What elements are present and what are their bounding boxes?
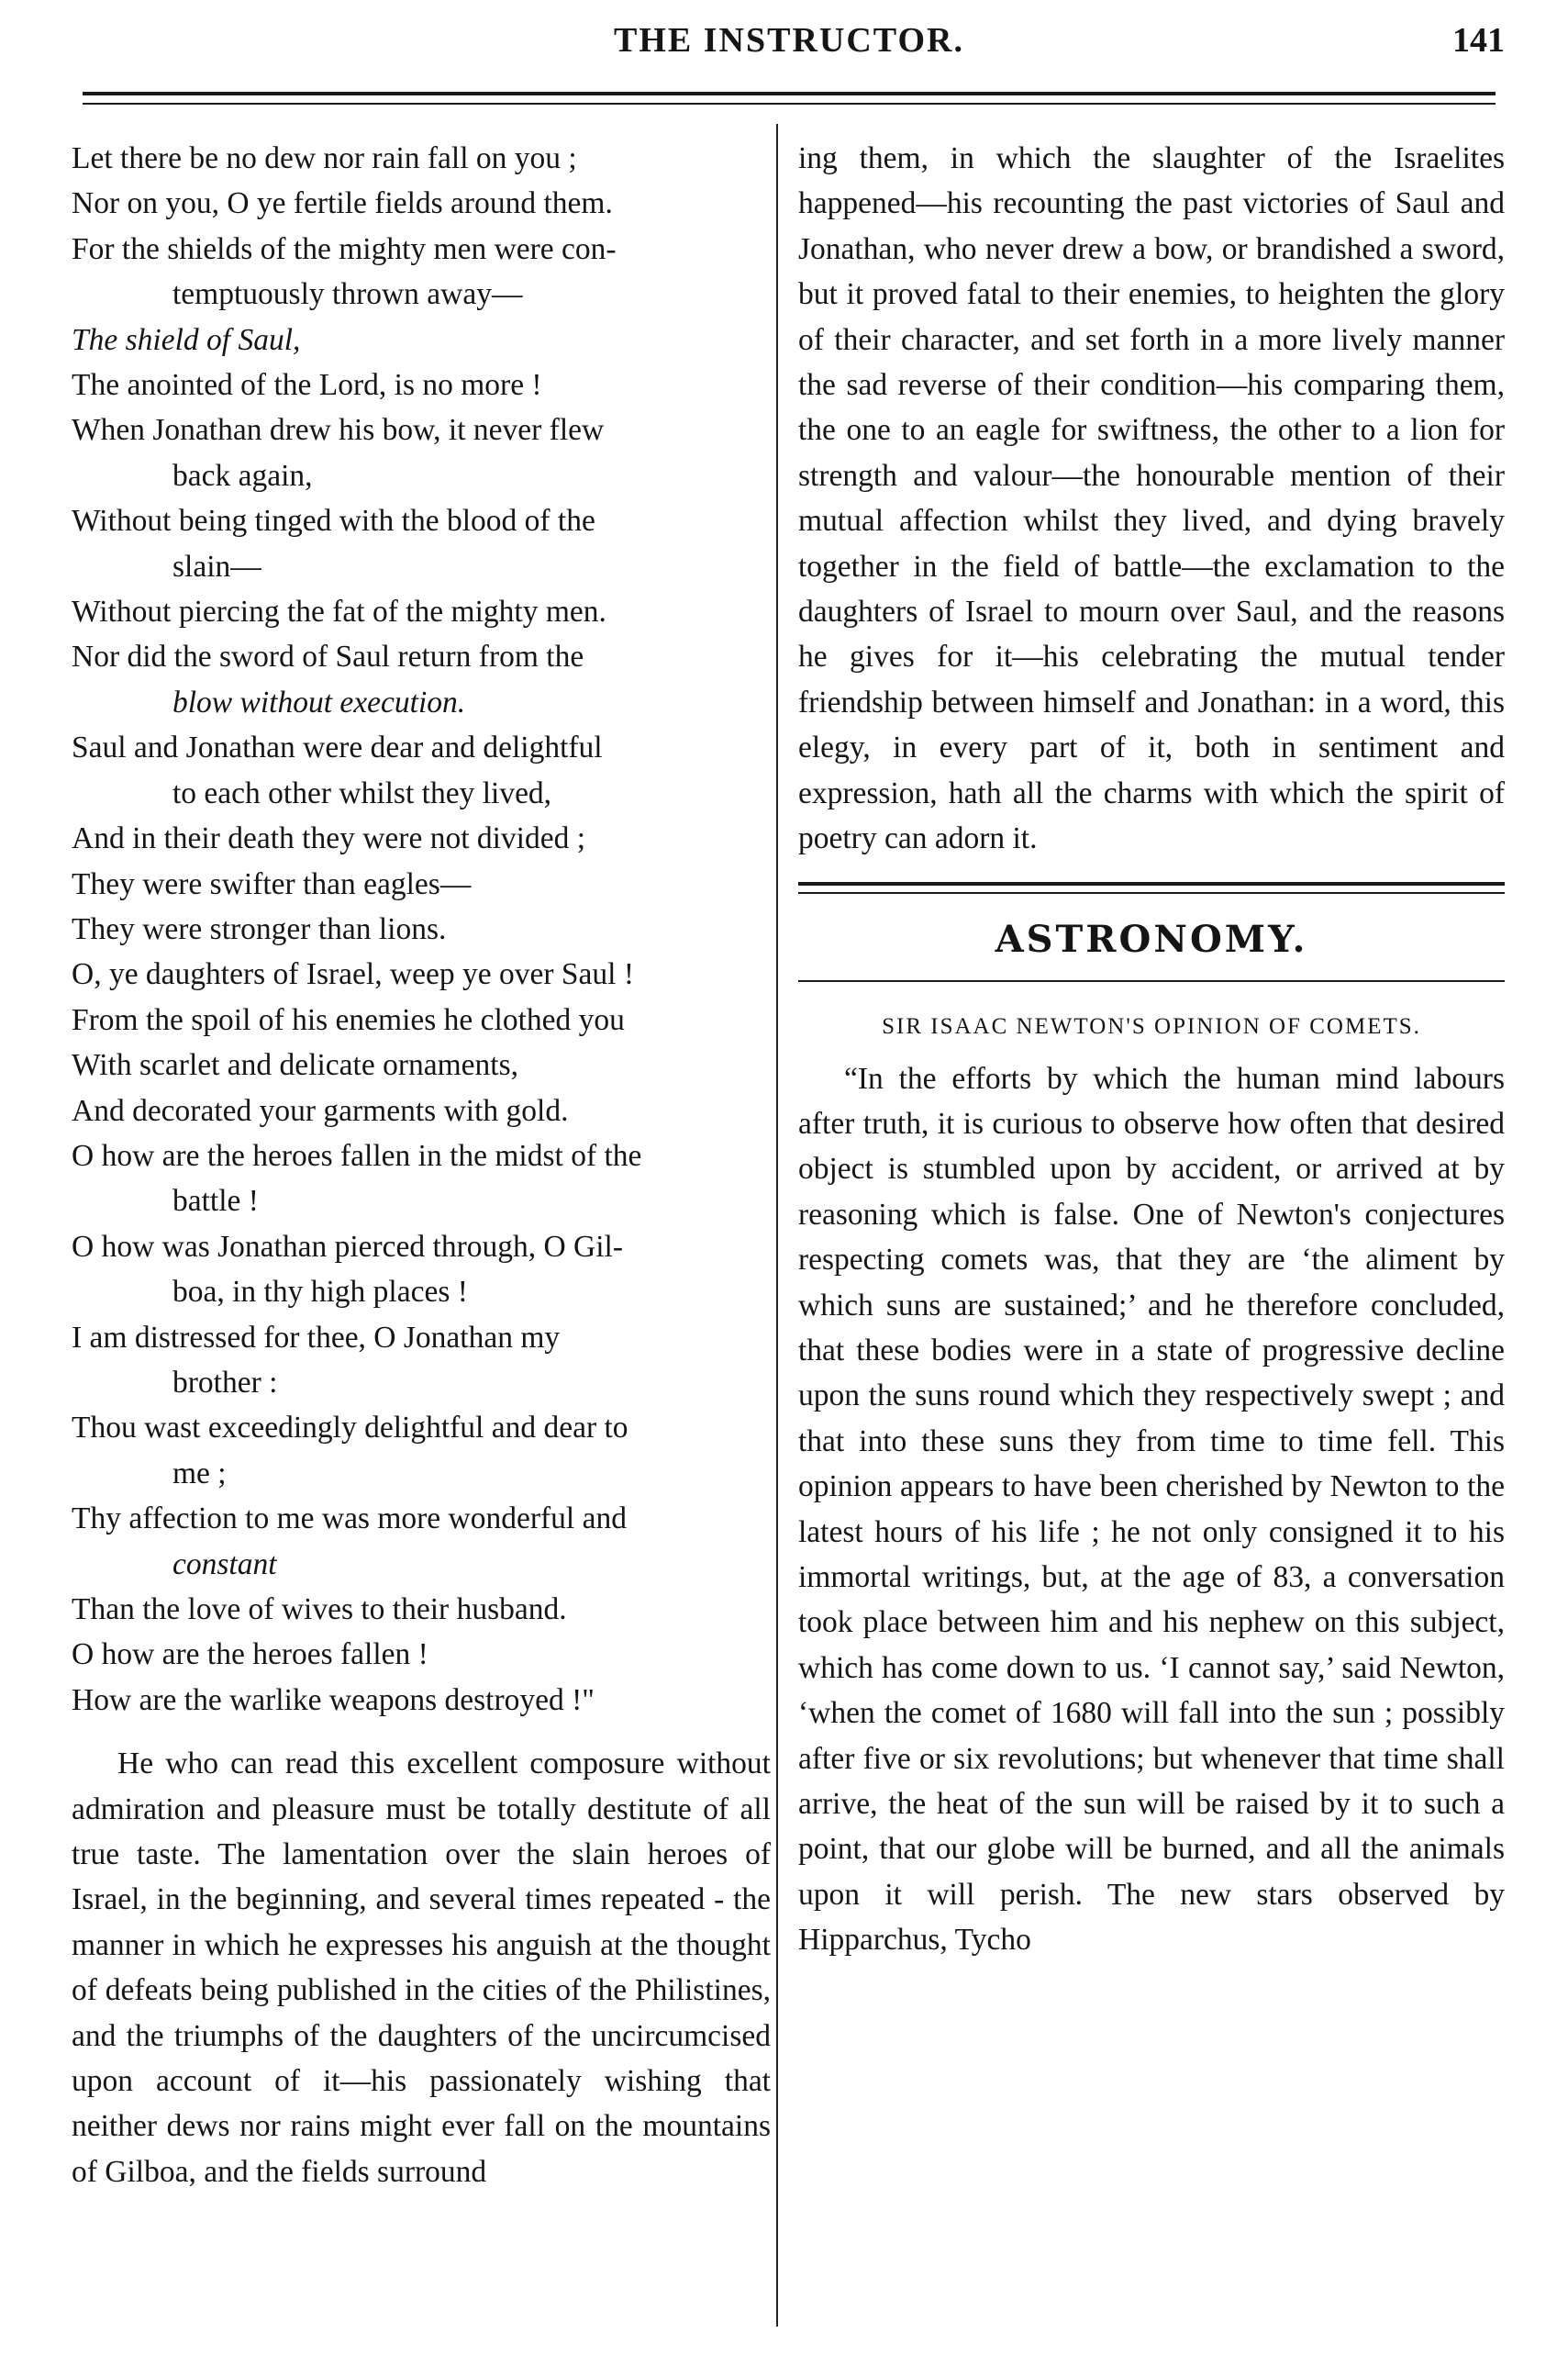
verse-line: How are the warlike weapons destroyed !" xyxy=(72,1682,595,1717)
section-rule-thick xyxy=(798,882,1505,886)
poem xyxy=(72,136,771,1723)
running-title: THE INSTRUCTOR. xyxy=(614,21,964,60)
verse-line: to each other whilst they lived, xyxy=(172,776,552,810)
commentary-continuation: ing them, in which the slaughter of the Israelites happened—his recounting the past victories of Saul and Jonathan, who never drew a bow, or brandished a sword, but it proved fatal to their enemies, to heighten the glory of their character, and set forth in a more lively manner the sad reverse of their condition—his comparing them, the one to an eagle for swiftness, the other to a lion for strength and valour—the honourable mention of their mutual affection whilst they lived, and dying bravely together in the field of battle—the exclamation to the daughters of Israel to mourn over Saul, and the reasons he gives for it—his celebrating the mutual tender friendship between himself and Jonathan: in a word, this elegy, in every part of it, both in sentiment and expression, hath all the charms with which the spirit of poetry can adorn it. xyxy=(798,141,1505,856)
verse-line: Nor did the sword of Saul return from the xyxy=(72,640,584,675)
verse-line: And decorated your garments with gold. xyxy=(72,1093,569,1128)
verse-line: O how are the heroes fallen in the midst of the xyxy=(72,1138,642,1173)
verse-line: And in their death they were not divided ; xyxy=(72,821,586,856)
verse-line: brother : xyxy=(172,1365,278,1400)
verse-line: The anointed of the Lord, is no more ! xyxy=(72,368,542,403)
verse-line: O how was Jonathan pierced through, O Gil- xyxy=(72,1229,624,1264)
verse-line: Without being tinged with the blood of the xyxy=(72,504,595,539)
verse-line: Thou wast exceedingly delightful and dear to xyxy=(72,1411,628,1445)
verse-line: For the shields of the mighty men were con- xyxy=(72,231,617,266)
verse-line: From the spoil of his enemies he clothed you xyxy=(72,1002,625,1037)
verse-line: The shield of Saul, xyxy=(72,322,301,357)
paragraph-gap xyxy=(72,1723,771,1741)
verse-line: me ; xyxy=(172,1456,227,1490)
commentary-paragraph: He who can read this excellent composure without admiration and pleasure must be totally destitute of all true taste. The lamentation over the slain heroes of Israel, in the beginning, and several times repeated - the manner in which he expresses his anguish at the thought of defeats being published in the cities of the Philistines, and the triumphs of the daughters of the uncircumcised upon account of it—his passionately wishing that neither dews nor rains might ever fall on the mountains of Gilboa, and the fields surround xyxy=(72,1747,771,2189)
verse-line: temptuously thrown away— xyxy=(172,277,523,312)
verse-line: blow without execution. xyxy=(172,685,466,720)
verse-line: Let there be no dew nor rain fall on you ; xyxy=(72,141,577,175)
verse-line: slain— xyxy=(172,549,261,584)
verse-line: Saul and Jonathan were dear and delightful xyxy=(72,731,603,765)
header-rule-thin xyxy=(83,103,1496,105)
verse-line: With scarlet and delicate ornaments, xyxy=(72,1048,518,1083)
verse-line: I am distressed for thee, O Jonathan my xyxy=(72,1320,561,1355)
verse-line: battle ! xyxy=(172,1184,259,1219)
section-rule-thin xyxy=(798,892,1505,894)
verse-line: Thy affection to me was more wonderful and xyxy=(72,1501,627,1536)
article-body: “In the efforts by which the human mind labours after truth, it is curious to observe how often that desired object is stumbled upon by accident, or arrived at by reasoning which is false. One of Newton's conjectures respecting comets was, that they are ‘the aliment by which suns are sustained;’ and he therefore concluded, that these bodies were in a state of progressive decline upon the suns round which they respectively swept ; and that into these suns they from time to time fell. This opinion appears to have been cherished by Newton to the latest hours of his life ; he not only consigned it to his immortal writings, but, at the age of 83, a conversation took place between him and his nephew on this subject, which has come down to us. ‘I cannot say,’ said Newton, ‘when the comet of 1680 will fall into the sun ; possibly after five or six revolutions; but whenever that time shall arrive, the heat of the sun will be raised by it to such a point, that our globe will be burned, and all the animals upon it will perish. The new stars observed by Hipparchus, Tycho xyxy=(798,1061,1505,1958)
verse-line: back again, xyxy=(172,458,313,493)
section-title: ASTRONOMY. xyxy=(995,917,1308,961)
verse-line: constant xyxy=(172,1546,277,1581)
verse-line: Nor on you, O ye fertile fields around them. xyxy=(72,186,613,221)
verse-line: Without piercing the fat of the mighty men. xyxy=(72,595,606,630)
verse-line: When Jonathan drew his bow, it never flew xyxy=(72,413,605,448)
page-number: 141 xyxy=(1452,21,1505,60)
verse-line: O, ye daughters of Israel, weep ye over Saul ! xyxy=(72,957,635,992)
verse-line: boa, in thy high places ! xyxy=(172,1275,468,1310)
right-column xyxy=(798,136,1505,1963)
article-title: SIR ISAAC NEWTON'S OPINION OF COMETS. xyxy=(882,1013,1421,1039)
header-rule-thick xyxy=(83,92,1496,95)
column-divider xyxy=(776,124,778,2327)
section-title-rule xyxy=(798,980,1505,982)
left-column xyxy=(72,136,771,2194)
verse-line: They were swifter than eagles— xyxy=(72,866,472,901)
verse-line: Than the love of wives to their husband. xyxy=(72,1592,567,1626)
verse-line: They were stronger than lions. xyxy=(72,911,447,946)
verse-line: O how are the heroes fallen ! xyxy=(72,1637,428,1672)
running-head xyxy=(73,20,1505,68)
